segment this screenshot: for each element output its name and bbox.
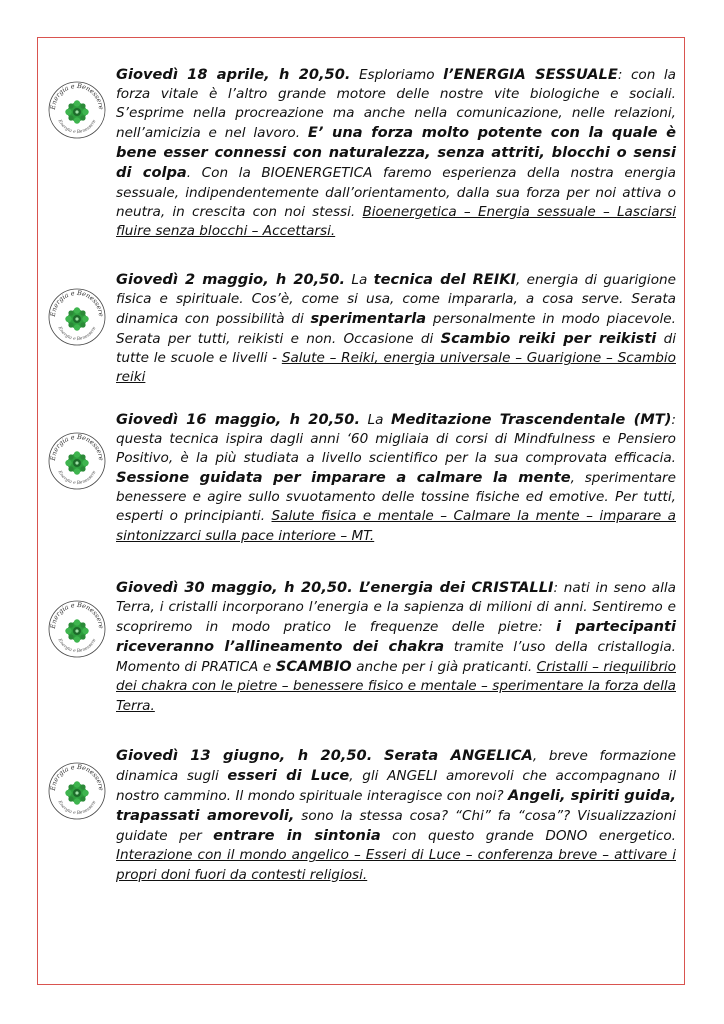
svg-text:Energia e Benessere: Energia e Benessere: [56, 119, 98, 136]
energia-benessere-logo: [46, 286, 108, 348]
event-text: Giovedì 18 aprile, h 20,50. Esploriamo l’ENERGIA SESSUALE: con la forza vitale è l’altro grande motore delle nostre vite biologiche e sociali. S’esprime nella procreazione ma anche nella comunicazione, nelle relazioni, nell’amicizia e nel lavoro. E’ una forza molto potente con la quale è bene esser connessi con naturalezza, senza attriti, blocchi o sensi di colpa. Con la BIOENERGETICA faremo esperienza della nostra energia sessuale, indipendentemente dall’orientamento, dalla sua forza per noi attiva o neutra, in crescita con noi stessi. Bioenergetica – Energia sessuale – Lasciarsi fluire senza blocchi – Accettarsi.: [116, 66, 677, 239]
svg-text:Energia e Benessere: Energia e Benessere: [56, 326, 98, 343]
svg-text:Energia e Benessere: Energia e Benessere: [48, 600, 106, 630]
energia-benessere-logo: [46, 598, 108, 660]
svg-text:Energia e Benessere: Energia e Benessere: [56, 638, 98, 655]
event-text: Giovedì 13 giugno, h 20,50. Serata ANGELICA, breve formazione dinamica sugli esseri di Luce, gli ANGELI amorevoli che accompagnano il nostro cammino. Il mondo spirituale interagisce con noi? Angeli, spiriti guida, trapassati amorevoli, sono la stessa cosa? “Chi” fa “cosa”? Visualizzazioni guidate per entrare in sintonia con questo grande DONO energetico. Interazione con il mondo angelico – Esseri di Luce – conferenza breve – attivare i propri doni fuori da contesti religiosi.: [116, 747, 677, 883]
event-tags: Salute – Reiki, energia universale – Guarigione – Scambio reiki: [116, 350, 676, 386]
energia-benessere-logo: [46, 79, 108, 141]
svg-text:Energia e Benessere: Energia e Benessere: [48, 432, 106, 462]
svg-text:Energia e Benessere: Energia e Benessere: [48, 81, 106, 111]
event-tags: Cristalli – riequilibrio dei chakra con le pietre – benessere fisico e mentale – sperimentare la forza della Terra.: [116, 659, 676, 714]
svg-text:Energia e Benessere: Energia e Benessere: [56, 800, 98, 817]
energia-benessere-logo: [46, 760, 108, 822]
svg-text:Energia e Benessere: Energia e Benessere: [48, 288, 106, 318]
event-text: Giovedì 16 maggio, h 20,50. La Meditazione Trascendentale (MT): questa tecnica ispira dagli anni ‘60 migliaia di corsi di Mindfulness e Pensiero Positivo, è la più studiata a livello scientifico per la sua comprovata efficacia. Sessione guidata per imparare a calmare la mente, sperimentare benessere e agire sullo svuotamento delle tossine fisiche ed emotive. Per tutti, esperti o principianti. Salute fisica e mentale – Calmare la mente – imparare a sintonizzarci sulla pace interiore – MT.: [116, 411, 676, 544]
lotus-flower-icon: [46, 598, 108, 660]
lotus-flower-icon: [46, 760, 108, 822]
event-text: Giovedì 2 maggio, h 20,50. La tecnica del REIKI, energia di guarigione fisica e spirituale. Cos’è, come si usa, come impararla, a cosa serve. Serata dinamica con possibilità di sperimentarla personalmente in modo piacevole. Serata per tutti, reikisti e non. Occasione di Scambio reiki per reikisti di tutte le scuole e livelli - Salute – Reiki, energia universale – Guarigione – Scambio reiki: [116, 271, 677, 386]
event-tags: Interazione con il mondo angelico – Esseri di Luce – conferenza breve – attivare i propri doni fuori da contesti religiosi.: [116, 847, 676, 883]
event-tags: Salute fisica e mentale – Calmare la mente – imparare a sintonizzarci sulla pace interiore – MT.: [116, 508, 676, 544]
lotus-flower-icon: [46, 286, 108, 348]
svg-text:Energia e Benessere: Energia e Benessere: [56, 470, 98, 487]
event-tags: Bioenergetica – Energia sessuale – Lasciarsi fluire senza blocchi – Accettarsi.: [116, 203, 676, 239]
lotus-flower-icon: [46, 430, 108, 492]
event-text: Giovedì 30 maggio, h 20,50. L’energia dei CRISTALLI: nati in seno alla Terra, i cristalli incorporano l’energia e la sapienza di milioni di anni. Sentiremo e scopriremo in modo pratico le frequenze delle pietre: i partecipanti riceveranno l’allineamento dei chakra tramite l’uso della cristallogia. Momento di PRATICA e SCAMBIO anche per i già praticanti. Cristalli – riequilibrio dei chakra con le pietre – benessere fisico e mentale – sperimentare la forza della Terra.: [116, 579, 676, 714]
svg-text:Energia e Benessere: Energia e Benessere: [48, 762, 106, 792]
lotus-flower-icon: [46, 79, 108, 141]
energia-benessere-logo: [46, 430, 108, 492]
